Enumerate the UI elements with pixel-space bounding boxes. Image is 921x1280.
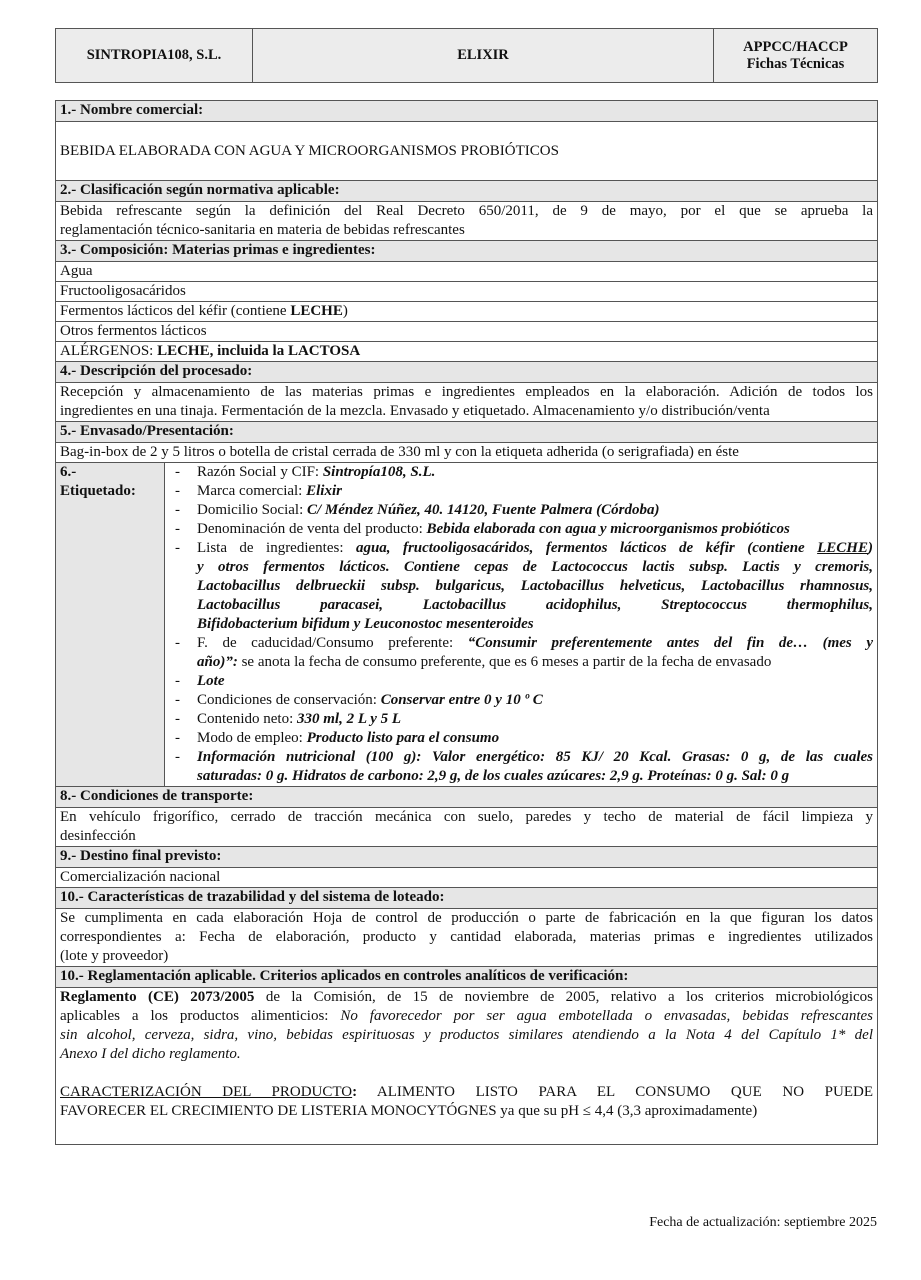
ingredient-kefir-allergen: LECHE [290, 303, 343, 319]
section-title-2: 2.- Clasificación según normativa aplicable: [56, 181, 878, 202]
conservacion-value: Conservar entre 0 y 10 º C [380, 692, 543, 708]
nutricional-line-2: saturadas: 0 g. Hidratos de carbono: 2,9 g, de los cuales azúcares: 2,9 g. Proteínas: 0 g. Sal: 0 g [197, 768, 790, 784]
lote-value: Lote [197, 673, 225, 689]
caducidad-line-2 [197, 653, 873, 672]
label-item-domicilio [169, 501, 873, 520]
ingredientes-line-5: Bifidobacterium bifidum y Leuconostoc mesenteroides [197, 616, 534, 632]
label-item-contenido [169, 710, 873, 729]
header-system [714, 29, 878, 83]
caducidad-phrase-2: año)”: [197, 654, 238, 670]
characterization-label: CARACTERIZACIÓN DEL PRODUCTO [60, 1084, 353, 1100]
allergens-label: ALÉRGENOS: [60, 343, 158, 359]
ingredientes-text-1: agua, fructooligosacáridos, fermentos lácticos de kéfir (contiene [355, 540, 818, 556]
razon-value: Sintropía108, S.L. [322, 464, 436, 480]
transport-line-1: En vehículo frigorífico, cerrado de tracción mecánica con suelo, paredes y techo de material de fácil limpieza y [60, 809, 873, 825]
ingredientes-line-1 [197, 539, 873, 558]
label-item-denominacion [169, 520, 873, 539]
regulation-line-2 [60, 1007, 873, 1026]
label-item-razon [169, 463, 873, 482]
traceability-line-1: Se cumplimenta en cada elaboración Hoja de control de producción o parte de fabricación en la que figuran los datos [60, 910, 873, 926]
ingredient-kefir-text: Fermentos lácticos del kéfir (contiene [60, 303, 291, 319]
label-item-caducidad [169, 634, 873, 672]
update-date: Fecha de actualización: septiembre 2025 [649, 1215, 877, 1230]
commercial-name-text: BEBIDA ELABORADA CON AGUA Y MICROORGANISMOS PROBIÓTICOS [60, 142, 559, 159]
domicilio-value: C/ Méndez Núñez, 40. 14120, Fuente Palmera (Córdoba) [307, 502, 660, 518]
header-table [55, 28, 878, 83]
modo-label: Modo de empleo: [197, 730, 307, 746]
contenido-label: Contenido neto: [197, 711, 297, 727]
ingredientes-label: Lista de ingredientes: [197, 540, 356, 556]
label-item-ingredientes [169, 539, 873, 634]
label-item-marca [169, 482, 873, 501]
destination: Comercialización nacional [56, 868, 878, 888]
modo-value: Producto listo para el consumo [306, 730, 500, 746]
header-system-label: APPCC/HACCP [743, 38, 848, 55]
section-title-8: 8.- Condiciones de transporte: [56, 787, 878, 808]
regulation [56, 988, 878, 1145]
denominacion-label: Denominación de venta del producto: [197, 521, 427, 537]
section-title-10-regulation: 10.- Reglamentación aplicable. Criterios aplicados en controles analíticos de verificación: [56, 967, 878, 988]
ingredientes-line-3: Lactobacillus delbrueckii subsp. bulgaricus, Lactobacillus helveticus, Lactobacillus rhamnosus, [197, 578, 873, 594]
ingredient-other: Otros fermentos lácticos [56, 322, 878, 342]
ingredientes-allergen: LECHE [817, 540, 868, 556]
nutricional-line-1: - Información nutricional (100 g): Valor energético: 85 KJ/ 20 Kcal. Grasas: 0 g, de las cuales [197, 749, 873, 765]
header-doc-type: Fichas Técnicas [746, 55, 845, 72]
regulation-text-1: de la Comisión, de 15 de noviembre de 2005, relativo a los criterios microbiológicos [254, 989, 873, 1005]
header-product: ELIXIR [253, 29, 714, 83]
marca-value: Elixir [306, 483, 342, 499]
label-item-conservacion [169, 691, 873, 710]
process-description [56, 383, 878, 422]
traceability-line-3: (lote y proveedor) [60, 948, 169, 964]
header-company: SINTROPIA108, S.L. [56, 29, 253, 83]
caducidad-phrase-1: “Consumir preferentemente antes del fin de… (mes y [467, 635, 873, 651]
section-title-1: 1.- Nombre comercial: [56, 101, 878, 122]
marca-label: Marca comercial: [197, 483, 307, 499]
caducidad-text: se anota la fecha de consumo preferente, que es 6 meses a partir de la fecha de envasado [237, 654, 772, 670]
label-item-nutricional [169, 748, 873, 786]
section-title-6 [56, 463, 165, 787]
conservacion-label: Condiciones de conservación: [197, 692, 381, 708]
regulation-name: Reglamento (CE) 2073/2005 [60, 989, 255, 1005]
classification-line-1: Bebida refrescante según la definición del Real Decreto 650/2011, de 9 de mayo, por el que se aprueba la [60, 203, 873, 219]
spec-table [55, 100, 878, 1145]
ingredient-fos: Fructooligosacáridos [56, 282, 878, 302]
caducidad-line-1 [197, 634, 873, 653]
section-6-label: Etiquetado: [60, 483, 136, 499]
section-title-5: 5.- Envasado/Presentación: [56, 422, 878, 443]
regulation-text-2: aplicables a los productos alimenticios: [60, 1008, 341, 1024]
caducidad-label: F. de caducidad/Consumo preferente: [197, 635, 468, 651]
ingredientes-line-4: Lactobacillus paracasei, Lactobacillus acidophilus, Streptococcus thermophilus, [197, 597, 873, 613]
labeling-list [165, 463, 878, 787]
label-item-modo [169, 729, 873, 748]
regulation-italic-2: No favorecedor por ser agua embotellada o envasadas, bebidas refrescantes [340, 1008, 873, 1024]
allergens-value: LECHE, incluida la LACTOSA [157, 343, 361, 359]
traceability-line-2: correspondientes a: Fecha de elaboración, producto y cantidad elaborada, materias primas e ingredientes utilizados [60, 929, 873, 945]
allergens [56, 342, 878, 362]
ingredient-water: Agua [56, 262, 878, 282]
characterization-text-1: ALIMENTO LISTO PARA EL CONSUMO QUE NO PUEDE [357, 1084, 874, 1100]
regulation-line-3: sin alcohol, cerveza, sidra, vino, bebidas espirituosas y productos similares atendiendo a la Nota 4 del Capítulo 1* del [60, 1027, 873, 1043]
classification-line-2: reglamentación técnico-sanitaria en materia de bebidas refrescantes [60, 222, 465, 238]
characterization-line-2: FAVORECER EL CRECIMIENTO DE LISTERIA MONOCYTÓGNES ya que su pH ≤ 4,4 (3,3 aproximadamente) [60, 1103, 758, 1119]
section-title-3: 3.- Composición: Materias primas e ingredientes: [56, 241, 878, 262]
packaging: Bag-in-box de 2 y 5 litros o botella de cristal cerrada de 330 ml y con la etiqueta adherida (o serigrafiada) en éste [56, 443, 878, 463]
ingredientes-line-2: y otros fermentos lácticos. Contiene cepas de Lactococcus lactis subsp. Lactis y cremoris, [197, 559, 873, 575]
characterization-line-1 [60, 1083, 873, 1102]
regulation-line-1 [60, 988, 873, 1007]
section-title-9: 9.- Destino final previsto: [56, 847, 878, 868]
contenido-value: 330 ml, 2 L y 5 L [297, 711, 402, 727]
transport-line-2: desinfección [60, 828, 136, 844]
razon-label: Razón Social y CIF: [197, 464, 323, 480]
process-line-1: Recepción y almacenamiento de las materias primas e ingredientes empleados en la elaboración. Adición de todos los [60, 384, 873, 400]
traceability [56, 909, 878, 967]
domicilio-label: Domicilio Social: [197, 502, 307, 518]
section-6-number: 6.- [60, 464, 77, 480]
section-title-10-traceability: 10.- Características de trazabilidad y del sistema de loteado: [56, 888, 878, 909]
denominacion-value: Bebida elaborada con agua y microorganismos probióticos [426, 521, 790, 537]
regulation-line-4: Anexo I del dicho reglamento. [60, 1046, 241, 1062]
transport [56, 808, 878, 847]
ingredient-kefir-close: ) [342, 303, 348, 319]
process-line-2: ingredientes en una tinaja. Fermentación de la mezcla. Envasado y etiquetado. Almacenamiento y/o distribución/venta [60, 403, 770, 419]
classification [56, 202, 878, 241]
ingredientes-close: ) [867, 540, 873, 556]
label-item-lote [169, 672, 873, 691]
characterization-colon: : [352, 1084, 358, 1100]
ingredient-kefir [56, 302, 878, 322]
commercial-name [56, 122, 878, 181]
section-title-4: 4.- Descripción del procesado: [56, 362, 878, 383]
